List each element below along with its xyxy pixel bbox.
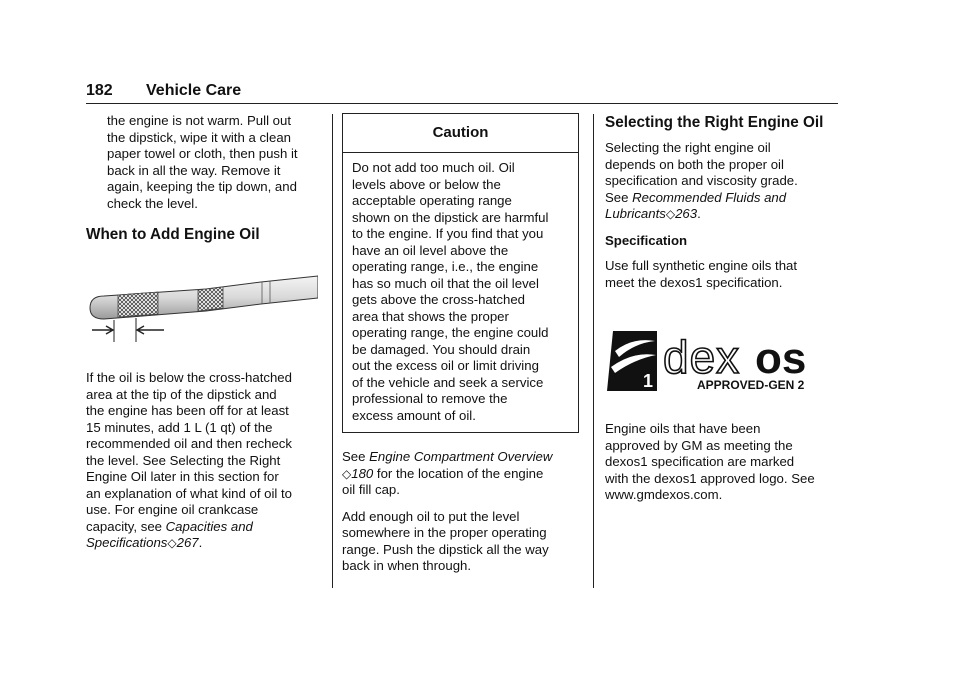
text-line: out the excess oil or limit driving xyxy=(352,358,539,373)
engine-compartment-link[interactable]: Engine Compartment Overview xyxy=(369,449,553,464)
text-line: of the vehicle and seek a service xyxy=(352,374,544,390)
page-ref-number[interactable]: 180 xyxy=(351,465,374,481)
text-line: If the oil is below the cross-hatched xyxy=(86,370,292,385)
add-enough-oil-paragraph xyxy=(342,509,582,575)
text-line: specification and viscosity grade. xyxy=(605,173,798,188)
specification-paragraph xyxy=(605,258,837,291)
column-3 xyxy=(605,113,837,504)
text-line: Do not add too much oil. Oil xyxy=(352,160,515,175)
cross-hatched-area xyxy=(118,292,158,317)
text-line: recommended oil and then recheck xyxy=(86,436,292,451)
selecting-oil-heading: Selecting the Right Engine Oil xyxy=(605,114,824,131)
text-line: somewhere in the proper operating xyxy=(342,525,547,540)
text-line: Engine Oil later in this section for xyxy=(86,469,279,484)
logo-tagline: APPROVED-GEN 2 xyxy=(697,378,805,392)
column-divider-1 xyxy=(332,114,333,588)
section-title: Vehicle Care xyxy=(146,82,242,99)
text-line: have an oil level above the xyxy=(352,242,509,258)
text-line: check the level. xyxy=(107,195,198,211)
text-line: area that shows the proper xyxy=(352,308,509,324)
column-divider-2 xyxy=(593,114,594,588)
text-fragment: capacity, see xyxy=(86,518,166,534)
caution-box xyxy=(342,113,579,433)
text-line: has so much oil that the oil level xyxy=(352,275,539,291)
column-1 xyxy=(86,113,318,552)
text-line: the engine is not warm. Pull out xyxy=(107,113,291,128)
page-ref-arrow-icon: ◇ xyxy=(665,207,676,221)
text-line: paper towel or cloth, then push it xyxy=(107,146,298,161)
level-arrow-left xyxy=(92,326,113,334)
website-link[interactable]: www.gmdexos.com. xyxy=(605,487,723,502)
text-line: back in when through. xyxy=(342,558,472,573)
operating-range-mark xyxy=(198,287,223,311)
caution-body xyxy=(343,153,578,432)
dipstick-illustration xyxy=(86,262,318,344)
specifications-link[interactable]: Specifications xyxy=(86,535,168,550)
text-line: be damaged. You should drain xyxy=(352,341,531,357)
logo-digit: 1 xyxy=(643,371,654,391)
add-oil-paragraph xyxy=(86,370,318,552)
text-line: levels above or below the xyxy=(352,176,501,192)
text-fragment: See xyxy=(342,449,370,464)
text-line: oil fill cap. xyxy=(342,482,400,497)
dexos-emblem-icon xyxy=(607,331,657,391)
page-ref-number[interactable]: 267 xyxy=(176,535,199,550)
text-line: operating range, the engine could xyxy=(352,325,549,340)
text-line: use. For engine oil crankcase xyxy=(86,502,259,517)
page-ref-arrow-icon: ◇ xyxy=(167,536,177,550)
text-line: Use full synthetic engine oils that xyxy=(605,258,798,273)
recommended-fluids-link[interactable]: Recommended Fluids and xyxy=(632,189,787,205)
text-line: gets above the cross-hatched xyxy=(352,292,526,307)
text-line: professional to remove the xyxy=(352,391,508,406)
text-line: dexos1 specification are marked xyxy=(605,454,795,469)
text-line: area at the tip of the dipstick and xyxy=(86,386,277,402)
column-2 xyxy=(342,113,582,575)
dexos1-logo xyxy=(605,329,835,395)
text-line: acceptable operating range xyxy=(352,193,512,208)
level-arrow-right xyxy=(137,326,164,334)
see-overview-paragraph xyxy=(342,449,582,499)
text-line: depends on both the proper oil xyxy=(605,156,784,172)
text-line: meet the dexos1 specification. xyxy=(605,274,783,290)
text-line: operating range, i.e., the engine xyxy=(352,259,539,274)
header-rule xyxy=(86,103,838,104)
text-line: Selecting the right engine oil xyxy=(605,140,771,155)
text-fragment: See xyxy=(605,189,633,205)
when-to-add-heading: When to Add Engine Oil xyxy=(86,226,260,243)
text-fragment: . xyxy=(697,206,701,221)
text-fragment: for the location of the engine xyxy=(373,465,544,481)
text-line: Add enough oil to put the level xyxy=(342,508,520,524)
page-ref-arrow-icon: ◇ xyxy=(342,466,352,481)
text-line: approved by GM as meeting the xyxy=(605,437,793,453)
check-level-paragraph xyxy=(86,113,318,212)
text-line: the engine has been off for at least xyxy=(86,403,289,418)
capacities-link[interactable]: Capacities and xyxy=(165,518,253,534)
text-line: again, keeping the tip down, and xyxy=(107,179,297,194)
caution-title: Caution xyxy=(343,114,578,153)
page-number: 182 xyxy=(86,82,113,99)
text-line: range. Push the dipstick all the way xyxy=(342,541,549,557)
text-line: with the dexos1 approved logo. See xyxy=(605,470,815,486)
lubricants-link[interactable]: Lubricants xyxy=(605,206,666,221)
text-line: excess amount of oil. xyxy=(352,407,476,423)
text-fragment: . xyxy=(198,535,203,550)
text-line: back in all the way. Remove it xyxy=(107,162,281,178)
text-line: an explanation of what kind of oil to xyxy=(86,485,293,501)
logo-word-os: os xyxy=(755,334,807,383)
approved-oils-paragraph xyxy=(605,421,837,504)
text-line: the level. See Selecting the Right xyxy=(86,452,281,468)
logo-word-dex: dex xyxy=(663,331,741,383)
text-line: the dipstick, wipe it with a clean xyxy=(107,129,291,145)
specification-subheading: Specification xyxy=(605,232,688,248)
text-line: Engine oils that have been xyxy=(605,421,761,436)
text-line: shown on the dipstick are harmful xyxy=(352,209,549,225)
selecting-oil-paragraph xyxy=(605,140,837,223)
text-line: to the engine. If you find that you xyxy=(352,226,544,241)
text-line: 15 minutes, add 1 L (1 qt) of the xyxy=(86,419,273,435)
page-ref-number[interactable]: 263 xyxy=(675,206,698,221)
